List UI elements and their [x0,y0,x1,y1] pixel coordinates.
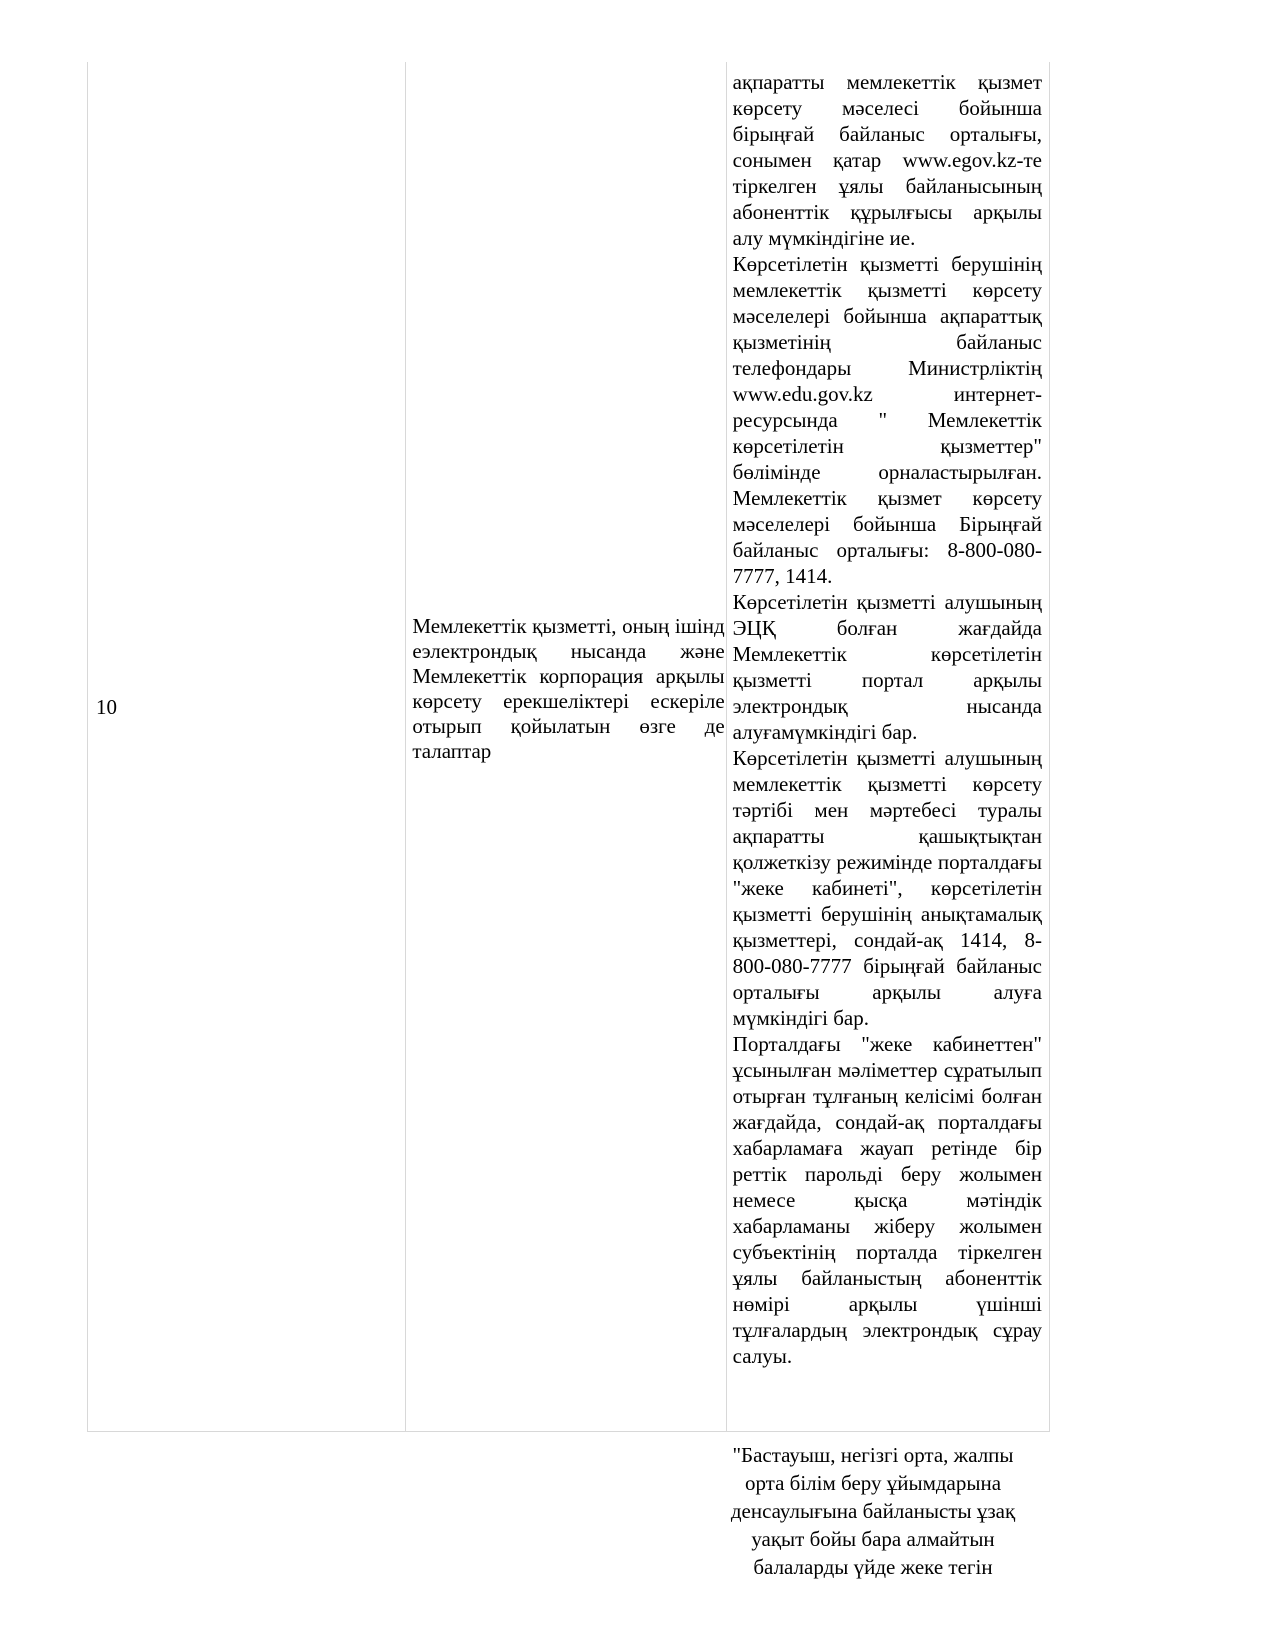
details-paragraph: ақпаратты мемлекеттік қызмет көрсету мәселесі бойынша бірыңғай байланыс орталығы, сонымен қатар www.egov.kz-те тіркелген ұялы байланысының абоненттік құрылғысы арқылы алу мүмкіндігіне ие. [732,70,1042,250]
details-paragraph: Порталдағы "жеке кабинеттен" ұсынылған мәліметтер сұратылып отырған тұлғаның келісімі болған жағдайда, сондай-ақ порталдағы хабарламаға жауап ретінде бір реттік парольді беру жолымен немесе қысқа мәтіндік хабарламаны жіберу жолымен субъектінің порталда тіркелген ұялы байланыстың абоненттік нөмірі арқылы үшінші тұлғалардың электрондық сұрау салуы. [732,1032,1042,1368]
cell-row-number [88,62,406,1431]
requirement-text: Мемлекеттік қызметті, оның ішінд еэлектрондық нысанда және Мемлекеттік корпорация арқылы көрсету ерекшеліктері ескеріле отырып қойылатын өзге де талаптар [412,614,725,763]
details-paragraph: Көрсетілетін қызметті алушының мемлекеттік қызметті көрсету тәртібі мен мәртебесі туралы ақпаратты қашықтықтан қолжеткізу режимінде порталдағы "жеке кабинеті", көрсетілетін қызметті берушінің анықтамалық қызметтері, сондай-ақ 1414, 8-800-080-7777 бірыңғай байланыс орталығы арқылы алуға мүмкіндігі бар. [732,746,1042,1030]
details-paragraph: Көрсетілетін қызметті алушының ЭЦҚ болған жағдайда Мемлекеттік көрсетілетін қызметті портал арқылы электрондық нысанда алуғамүмкіндігі бар. [732,590,1042,744]
cell-requirement [406,62,726,1431]
cell-details [727,62,1049,1431]
row-number-text: 10 [96,695,117,719]
appendix-heading: "Бастауыш, негізгі орта, жалпы орта білім беру ұйымдарына денсаулығына байланысты ұзақ уақыт бойы бара алмайтын балаларды үйде жеке тегін [730,1443,1016,1579]
details-paragraph: Көрсетілетін қызметті берушінің мемлекеттік қызметті көрсету мәселелері бойынша ақпараттық қызметінің байланыс телефондары Министрліктің www.edu.gov.kz интернет-ресурсында " Мемлекеттік көрсетілетін қызметтер" бөлімінде орналастырылған. Мемлекеттік қызмет көрсету мәселелері бойынша Бірыңғай байланыс орталығы: 8-800-080-7777, 1414. [732,252,1042,588]
content-table [87,62,1050,1432]
